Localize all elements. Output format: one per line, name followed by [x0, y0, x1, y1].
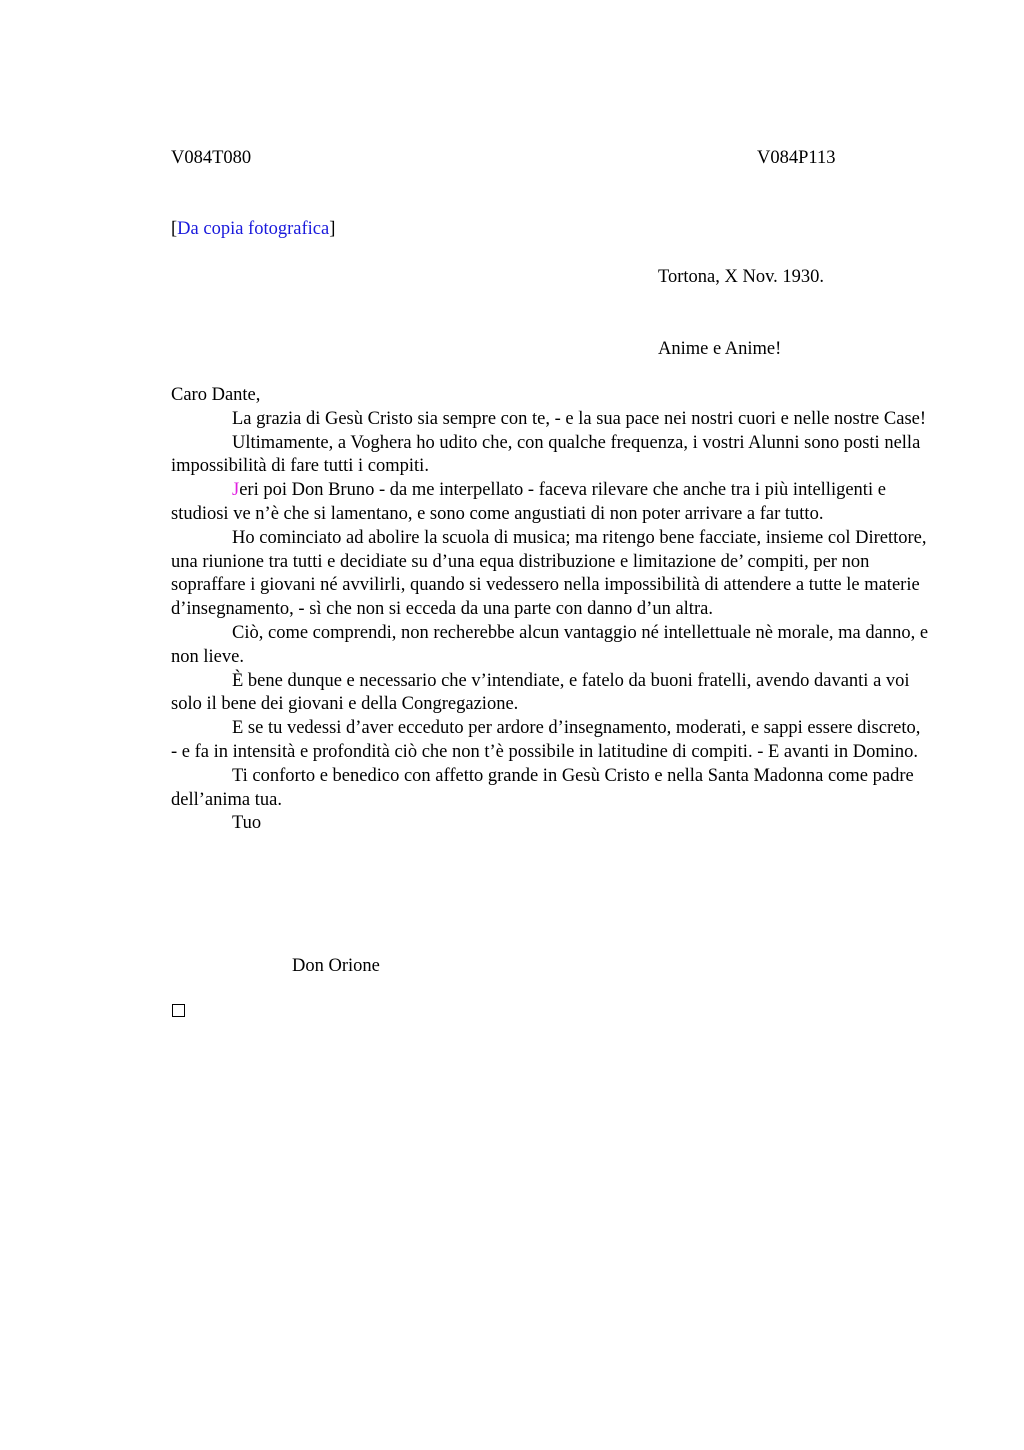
place-date: Tortona, X Nov. 1930.: [658, 267, 825, 287]
paragraph-5: Ciò, come comprendi, non recherebbe alcun vantaggio né intellettuale nè morale, ma danno, e non lieve.: [171, 622, 929, 667]
paragraph-4: Ho cominciato ad abolire la scuola di musica; ma ritengo bene facciate, insieme col Direttore, una riunione tra tutti e decidiate su d’una equa distribuzione e limitazione de’ compiti, per non sopraffare i giovani né avvilirli, quando si vedessero nella impossibilità di attendere a tutte le materie d’insegnamento, - sì che non si ecceda da una parte con danno d’un altra.: [171, 527, 927, 620]
paragraph-1: La grazia di Gesù Cristo sia sempre con te, - e la sua pace nei nostri cuori e nelle nostre Case!: [232, 408, 927, 429]
salutation: Caro Dante,: [171, 385, 261, 405]
motto: Anime e Anime!: [658, 339, 782, 359]
paragraph-2: Ultimamente, a Voghera ho udito che, con qualche frequenza, i vostri Alunni sono posti nella impossibilità di fare tutti i compiti.: [171, 432, 921, 477]
source-note-close-bracket: ]: [329, 219, 336, 239]
source-note-link[interactable]: Da copia fotografica: [177, 219, 330, 239]
paragraph-8: Ti conforto e benedico con affetto grande in Gesù Cristo e nella Santa Madonna come padre dell’anima tua.: [171, 765, 914, 810]
paragraph-7: E se tu vedessi d’aver ecceduto per ardore d’insegnamento, moderati, e sappi essere discreto, - e fa in intensità e profondità ciò che non t’è possibile in latitudine di compiti. - E avanti in Domino.: [171, 718, 921, 762]
highlighted-initial: J: [232, 480, 240, 501]
closing: Tuo: [232, 813, 262, 834]
source-note: [171, 217, 335, 241]
document-code-right: V084P113: [757, 148, 836, 168]
signature: Don Orione: [292, 956, 380, 976]
letter-body: [171, 384, 931, 836]
paragraph-3: [171, 479, 931, 527]
paragraph-6: È bene dunque e necessario che v’intendiate, e fatelo da buoni fratelli, avendo davanti a voi solo il bene dei giovani e della Congregazione.: [171, 670, 910, 715]
square-box-icon: [172, 1004, 185, 1017]
source-note-open-bracket: [: [171, 219, 178, 239]
paragraph-3-text: eri poi Don Bruno - da me interpellato - faceva rilevare che anche tra i più intelligenti e studiosi ve n’è che si lamentano, e sono come angustiati di non poter arrivare a far tutto.: [171, 480, 886, 524]
document-code-left: V084T080: [171, 148, 252, 168]
